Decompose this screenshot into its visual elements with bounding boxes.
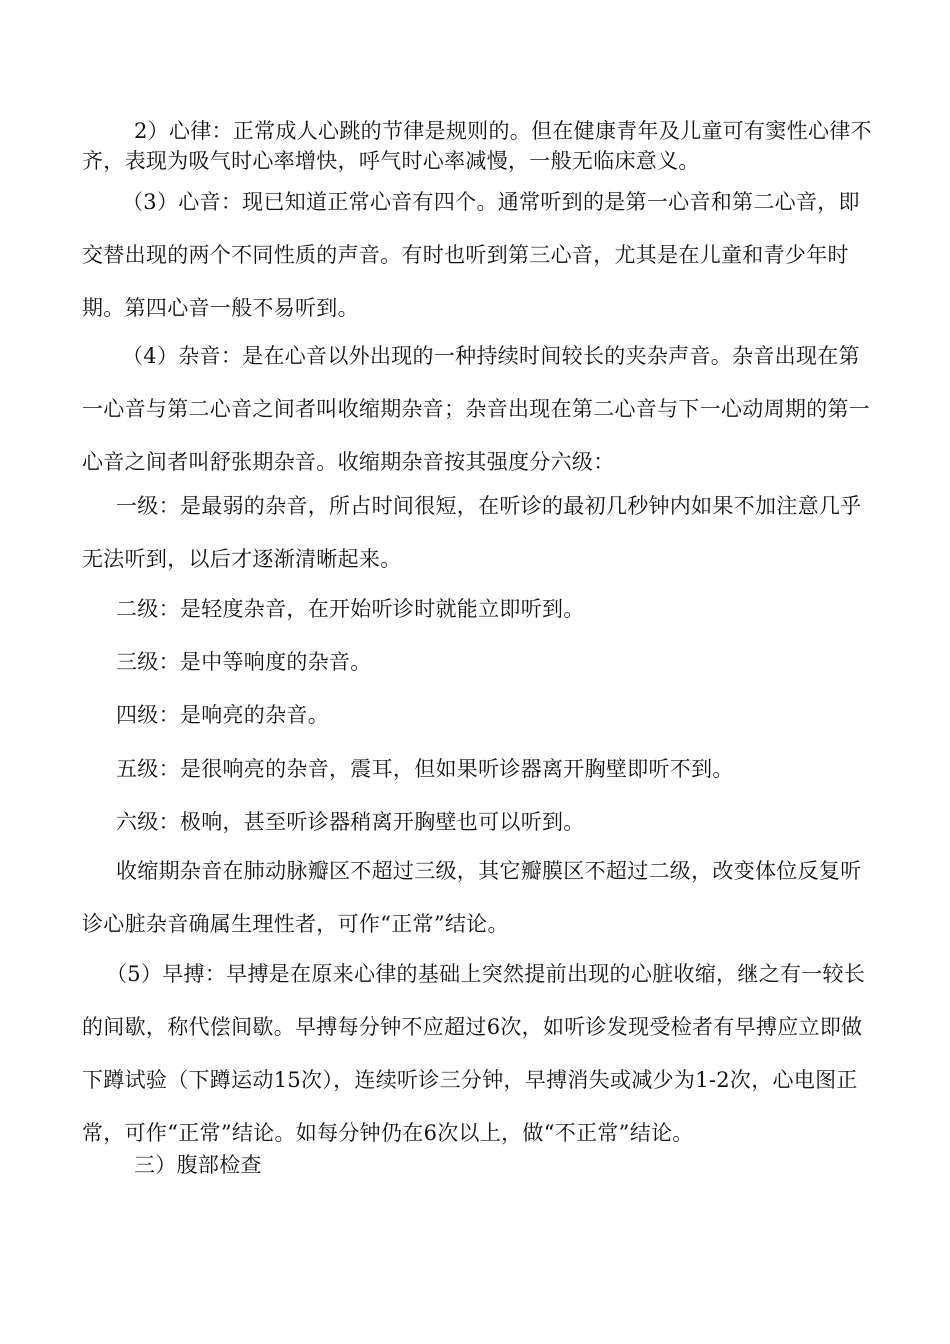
paragraph-grade-3: 三级：是中等响度的杂音。 — [116, 650, 372, 674]
paragraph-grade-5: 五级：是很响亮的杂音，震耳，但如果听诊器离开胸壁即听不到。 — [116, 757, 734, 781]
paragraph-grade-4: 四级：是响亮的杂音。 — [116, 703, 329, 727]
paragraph-grade-2: 二级：是轻度杂音，在开始听诊时就能立即听到。 — [116, 597, 585, 621]
section-heading-abdominal-exam: 三）腹部检查 — [134, 1153, 262, 1177]
paragraph-murmurs: （4）杂音：是在心音以外出现的一种持续时间较长的夹杂声音。杂音出现在第一心音与第二心音之间者叫收缩期杂音；杂音出现在第二心音与下一心动周期的第一心音之间者叫舒张期杂音。收缩期杂音按其强度分六级： — [82, 344, 871, 474]
paragraph-heart-sounds: （3）心音：现已知道正常心音有四个。通常听到的是第一心音和第二心音，即交替出现的两个不同性质的声音。有时也听到第三心音，尤其是在儿童和青少年时期。第四心音一般不易听到。 — [82, 190, 860, 320]
paragraph-heart-rhythm: 2）心律：正常成人心跳的节律是规则的。但在健康青年及儿童可有窦性心律不齐，表现为吸气时心率增快，呼气时心率减慢，一般无临床意义。 — [82, 119, 872, 173]
paragraph-grade-6: 六级：极响，甚至听诊器稍离开胸壁也可以听到。 — [116, 810, 585, 834]
paragraph-grade-1: 一级：是最弱的杂音，所占时间很短，在听诊的最初几秒钟内如果不加注意几乎无法听到，以后才逐渐清晰起来。 — [82, 494, 862, 571]
paragraph-systolic-conclusion: 收缩期杂音在肺动脉瓣区不超过三级，其它瓣膜区不超过二级，改变体位反复听诊心脏杂音确属生理性者，可作“正常”结论。 — [82, 859, 862, 936]
paragraph-premature-beats: （5）早搏：早搏是在原来心律的基础上突然提前出现的心脏收缩，继之有一较长的间歇，称代偿间歇。早搏每分钟不应超过6次，如听诊发现受检者有早搏应立即做下蹲试验（下蹲运动15次），连续听诊三分钟，早搏消失或减少为1-2次，心电图正常，可作“正常”结论。如每分钟仍在6次以上，做“不正常”结论。 — [82, 962, 866, 1145]
